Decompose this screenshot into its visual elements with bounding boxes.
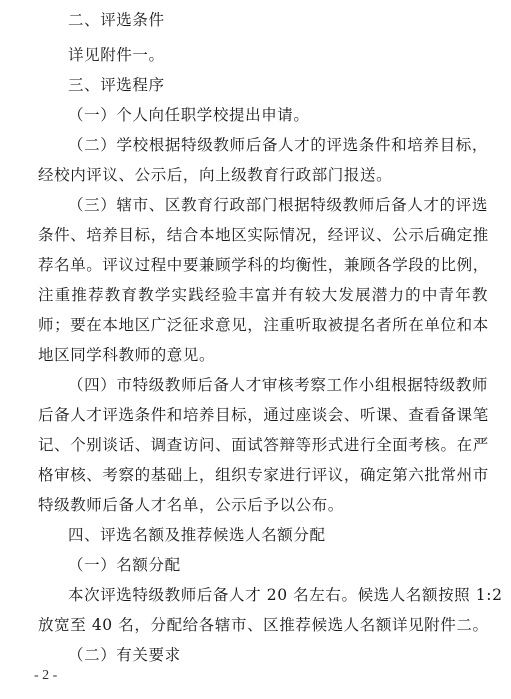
paragraph-line: 经校内评议、公示后，向上级教育行政部门报送。 [38,166,393,184]
section-heading-4: 四、评选名额及推荐候选人名额分配 [68,526,326,544]
paragraph-line: （四）市特级教师后备人才审核考察工作小组根据特级教师 [68,376,488,394]
section-heading-2: 二、评选条件 [68,11,165,29]
paragraph-line: 条件、培养目标，结合本地区实际情况，经评议、公示后确定推 [38,226,489,244]
paragraph-line: 注重推荐教育教学实践经验丰富并有较大发展潜力的中青年教 [38,286,488,304]
subsection-heading: （一）名额分配 [68,556,181,574]
paragraph-line: （三）辖市、区教育行政部门根据特级教师后备人才的评选 [68,196,488,214]
paragraph-line: （一）个人向任职学校提出申请。 [68,106,310,124]
paragraph-line: 本次评选特级教师后备人才 20 名左右。候选人名额按照 1:2 [68,586,503,604]
page-number: - 2 - [34,668,58,683]
paragraph-line: 格审核、考察的基础上，组织专家进行评议，确定第六批常州市 [38,466,489,484]
paragraph-line: （二）学校根据特级教师后备人才的评选条件和培养目标， [68,136,488,154]
paragraph-line: 荐名单。评议过程中要兼顾学科的均衡性，兼顾各学段的比例， [38,256,489,274]
section-heading-3: 三、评选程序 [68,76,165,94]
paragraph-line: 后备人才评选条件和培养目标，通过座谈会、听课、查看备课笔 [38,406,489,424]
paragraph-line: 地区同学科教师的意见。 [38,346,216,364]
paragraph-line: 特级教师后备人才名单，公示后予以公布。 [38,496,344,514]
paragraph-line: 放宽至 40 名，分配给各辖市、区推荐候选人名额详见附件二。 [38,616,489,634]
subsection-heading: （二）有关要求 [68,646,181,664]
paragraph-line: 详见附件一。 [68,46,165,64]
paragraph-line: 师；要在本地区广泛征求意见，注重听取被提名者所在单位和本 [38,316,489,334]
paragraph-line: 记、个别谈话、调查访问、面试答辩等形式进行全面考核。在严 [38,436,489,454]
